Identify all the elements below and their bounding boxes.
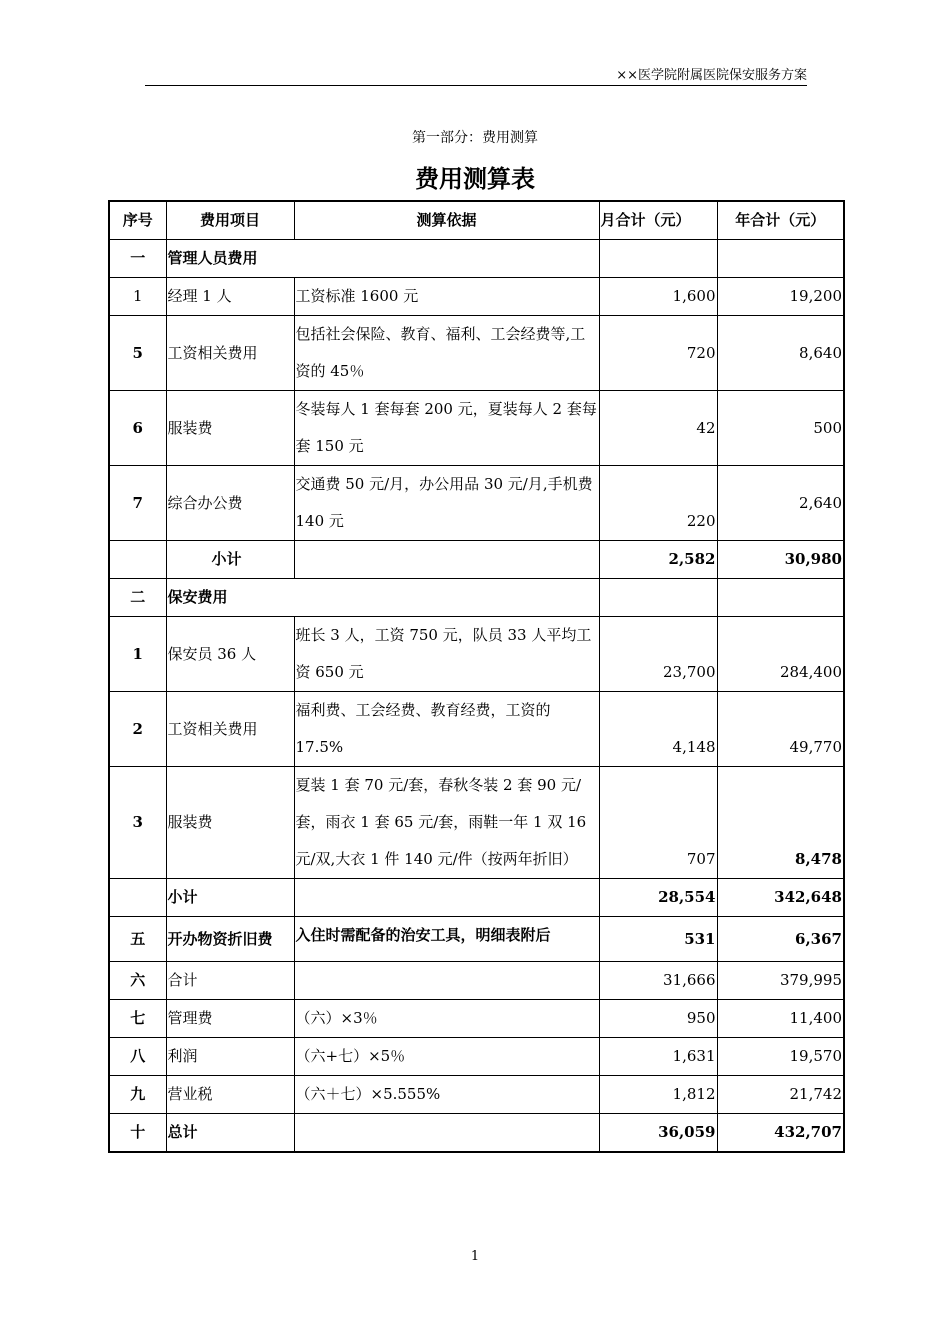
row-basis: 福利费、工会经费、教育经费，工资的 17.5% xyxy=(294,692,599,767)
row-basis: 班长 3 人，工资 750 元，队员 33 人平均工资 650 元 xyxy=(294,617,599,692)
row-no: 七 xyxy=(109,1000,166,1038)
table-row xyxy=(109,316,844,391)
table-row xyxy=(109,917,844,962)
row-annual: 432,707 xyxy=(717,1114,844,1153)
row-monthly: 707 xyxy=(599,767,717,879)
row-item: 营业税 xyxy=(166,1076,294,1114)
row-monthly: 1,812 xyxy=(599,1076,717,1114)
row-basis: 包括社会保险、教育、福利、工会经费等,工资的 45％ xyxy=(294,316,599,391)
row-item: 总计 xyxy=(166,1114,294,1153)
row-item: 服装费 xyxy=(166,391,294,466)
subtotal-label: 小计 xyxy=(166,541,294,579)
page-number: 1 xyxy=(470,1249,480,1264)
row-monthly: 220 xyxy=(599,466,717,541)
subtotal-monthly: 28,554 xyxy=(599,879,717,917)
table-row xyxy=(109,466,844,541)
col-header-basis: 测算依据 xyxy=(294,201,599,240)
row-annual: 379,995 xyxy=(717,962,844,1000)
row-annual: 19,570 xyxy=(717,1038,844,1076)
section-row xyxy=(109,579,844,617)
row-no: 3 xyxy=(109,767,166,879)
page-header: ××医学院附属医院保安服务方案 xyxy=(616,68,807,83)
row-no: 十 xyxy=(109,1114,166,1153)
row-annual: 21,742 xyxy=(717,1076,844,1114)
row-no: 2 xyxy=(109,692,166,767)
table-row xyxy=(109,692,844,767)
row-item: 工资相关费用 xyxy=(166,692,294,767)
row-item: 利润 xyxy=(166,1038,294,1076)
section-label: 管理人员费用 xyxy=(166,240,599,278)
cost-table xyxy=(108,200,845,1153)
row-no: 5 xyxy=(109,316,166,391)
row-no: 1 xyxy=(109,278,166,316)
row-basis: 入住时需配备的治安工具，明细表附后 xyxy=(294,917,599,962)
section-no: 二 xyxy=(109,579,166,617)
table-row xyxy=(109,278,844,316)
row-annual: 49,770 xyxy=(717,692,844,767)
table-row xyxy=(109,1000,844,1038)
subtotal-row xyxy=(109,541,844,579)
row-annual: 500 xyxy=(717,391,844,466)
row-annual: 284,400 xyxy=(717,617,844,692)
row-monthly: 31,666 xyxy=(599,962,717,1000)
row-item: 经理 1 人 xyxy=(166,278,294,316)
row-annual: 8,640 xyxy=(717,316,844,391)
row-item: 工资相关费用 xyxy=(166,316,294,391)
table-row xyxy=(109,1038,844,1076)
section-row xyxy=(109,240,844,278)
row-annual: 6,367 xyxy=(717,917,844,962)
row-annual: 19,200 xyxy=(717,278,844,316)
row-item: 合计 xyxy=(166,962,294,1000)
subtotal-annual: 30,980 xyxy=(717,541,844,579)
row-monthly: 42 xyxy=(599,391,717,466)
row-monthly: 950 xyxy=(599,1000,717,1038)
row-annual: 2,640 xyxy=(717,466,844,541)
table-row xyxy=(109,617,844,692)
row-monthly: 36,059 xyxy=(599,1114,717,1153)
table-header-row xyxy=(109,201,844,240)
col-header-annual: 年合计（元） xyxy=(717,201,844,240)
row-basis: 冬装每人 1 套每套 200 元，夏装每人 2 套每套 150 元 xyxy=(294,391,599,466)
row-basis: 夏装 1 套 70 元/套，春秋冬装 2 套 90 元/套，雨衣 1 套 65 元/套，雨鞋一年 1 双 16 元/双,大衣 1 件 140 元/件（按两年折旧） xyxy=(294,767,599,879)
row-no: 6 xyxy=(109,391,166,466)
row-annual: 8,478 xyxy=(717,767,844,879)
row-item: 管理费 xyxy=(166,1000,294,1038)
col-header-monthly: 月合计（元） xyxy=(599,201,717,240)
table-row xyxy=(109,1076,844,1114)
row-monthly: 720 xyxy=(599,316,717,391)
row-basis: 交通费 50 元/月，办公用品 30 元/月,手机费 140 元 xyxy=(294,466,599,541)
total-row xyxy=(109,1114,844,1153)
table-row xyxy=(109,962,844,1000)
row-basis: 工资标准 1600 元 xyxy=(294,278,599,316)
row-basis: （六）×3％ xyxy=(294,1000,599,1038)
row-item: 综合办公费 xyxy=(166,466,294,541)
table-row xyxy=(109,391,844,466)
subtotal-label: 小计 xyxy=(166,879,294,917)
row-item: 开办物资折旧费 xyxy=(166,917,294,962)
col-header-no: 序号 xyxy=(109,201,166,240)
subtotal-annual: 342,648 xyxy=(717,879,844,917)
row-basis xyxy=(294,1114,599,1153)
subtotal-monthly: 2,582 xyxy=(599,541,717,579)
row-monthly: 23,700 xyxy=(599,617,717,692)
table-title: 费用测算表 xyxy=(415,165,535,193)
row-monthly: 531 xyxy=(599,917,717,962)
row-no: 九 xyxy=(109,1076,166,1114)
row-basis: （六＋七）×5.555% xyxy=(294,1076,599,1114)
subtotal-row xyxy=(109,879,844,917)
row-monthly: 1,631 xyxy=(599,1038,717,1076)
row-basis: （六+七）×5％ xyxy=(294,1038,599,1076)
section-subtitle: 第一部分：费用测算 xyxy=(412,130,538,146)
row-basis xyxy=(294,962,599,1000)
section-label: 保安费用 xyxy=(166,579,599,617)
row-annual: 11,400 xyxy=(717,1000,844,1038)
section-no: 一 xyxy=(109,240,166,278)
row-monthly: 1,600 xyxy=(599,278,717,316)
table-row xyxy=(109,767,844,879)
row-no: 五 xyxy=(109,917,166,962)
row-item: 服装费 xyxy=(166,767,294,879)
row-monthly: 4,148 xyxy=(599,692,717,767)
row-no: 八 xyxy=(109,1038,166,1076)
row-no: 六 xyxy=(109,962,166,1000)
header-rule xyxy=(145,85,807,86)
row-no: 7 xyxy=(109,466,166,541)
row-item: 保安员 36 人 xyxy=(166,617,294,692)
col-header-item: 费用项目 xyxy=(166,201,294,240)
row-no: 1 xyxy=(109,617,166,692)
